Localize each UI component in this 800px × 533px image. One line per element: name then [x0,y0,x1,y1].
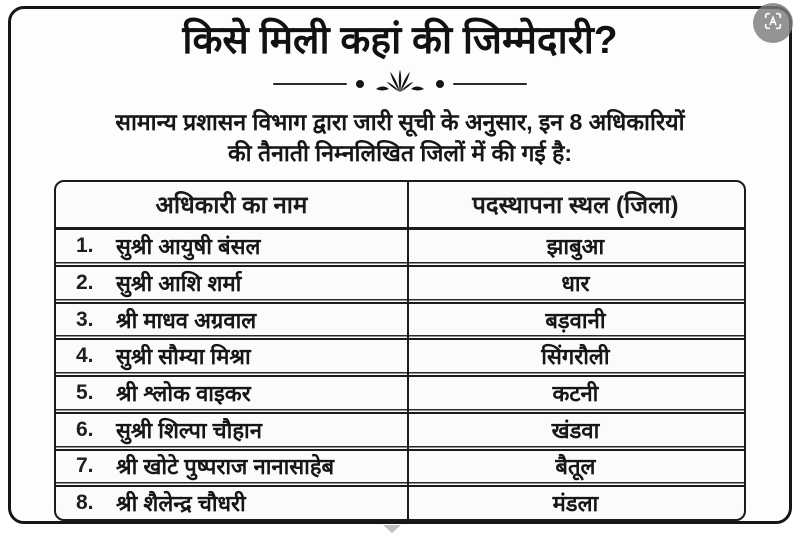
lens-text-select-button[interactable] [753,3,793,43]
subtitle-line-1: सामान्य प्रशासन विभाग द्वारा जारी सूची के अनुसार, इन 8 अधिकारियों [115,108,685,135]
district-name: बड़वानी [545,307,606,333]
subtitle-line-2: की तैनाती निम्नलिखित जिलों में की गई है: [228,140,572,167]
officer-name: सुश्री शिल्पा चौहान [116,417,262,443]
text-select-icon [762,10,784,37]
table-row [56,377,744,409]
district-name: धार [561,270,590,296]
divider-dot-right [436,80,444,88]
row-number: 2. [76,270,94,294]
table-header-row [56,182,744,227]
officer-name: सुश्री आशि शर्मा [116,270,242,296]
table-row [56,487,744,519]
district-name: सिंगरौली [541,344,610,370]
header-district: पदस्थापना स्थल (जिला) [472,192,679,220]
leaf-ornament-icon [373,68,427,99]
row-number: 7. [76,454,94,478]
officers-table [54,180,746,521]
row-number: 1. [76,234,94,258]
table-row [56,304,744,336]
row-number: 5. [76,380,94,404]
column-divider [407,182,410,519]
divider-line-right [453,83,527,86]
row-number: 3. [76,307,94,331]
officer-name: श्री शैलेन्द्र चौधरी [116,491,246,517]
district-name: बैतूल [555,454,596,480]
officer-name: श्री माधव अग्रवाल [116,307,257,333]
row-number: 4. [76,344,94,368]
table-row [56,230,744,262]
officer-name: श्री श्लोक वाइकर [116,380,251,406]
district-name: कटनी [552,380,599,406]
officer-name: सुश्री आयुषी बंसल [116,234,261,260]
table-row [56,451,744,483]
officer-name: सुश्री सौम्या मिश्रा [116,344,251,370]
header-officer-name: अधिकारी का नाम [155,192,308,220]
district-name: झाबुआ [546,234,605,260]
table-row [56,414,744,446]
row-number: 6. [76,417,94,441]
ornament-divider [273,70,527,98]
divider-line-left [273,83,347,86]
subtitle [115,107,684,170]
district-name: खंडवा [551,417,600,443]
table-row [56,340,744,372]
content-card [8,6,792,524]
district-name: मंडला [552,491,599,517]
page-title: किसे मिली कहां की जिम्मेदारी? [182,19,618,62]
scroll-caret-icon [383,525,401,533]
row-number: 8. [76,491,94,515]
divider-dot-left [356,80,364,88]
officer-name: श्री खोटे पुष्पराज नानासाहेब [116,454,335,480]
table-row [56,267,744,299]
